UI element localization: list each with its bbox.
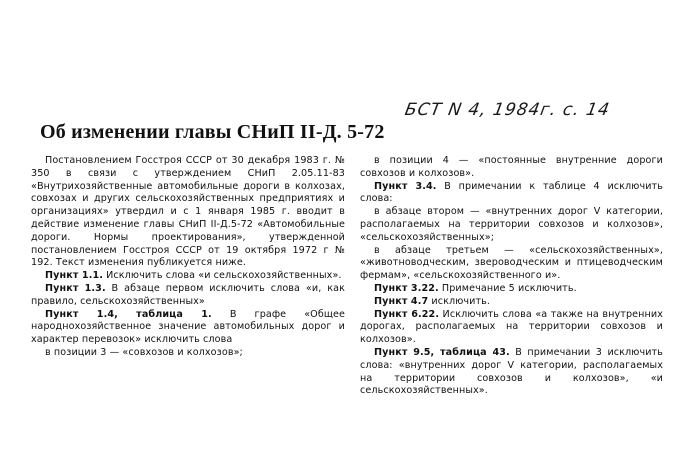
item-lead: Пункт 1.1. [45, 270, 103, 282]
item-lead: Пункт 4.7 [374, 295, 429, 307]
item-lead: Пункт 3.22. [374, 282, 439, 294]
paragraph-item-1-3 [31, 283, 345, 309]
paragraph-position-3 [31, 347, 345, 360]
paragraph-item-4-7 [360, 296, 663, 309]
item-lead: Пункт 9.5, таблица 43. [374, 346, 510, 358]
paragraph-text: Исключить слова «а также на внутренних дорогах, располагаемых на территории совхозов и колхозов». [360, 308, 663, 346]
paragraph-text: в позиции 4 — «постоянные внутренние дороги совхозов и колхозов». [360, 155, 663, 179]
paragraph-text: В примечании 3 исключить слова: «внутренних дорог V категории, располагаемых на территории совхозов и колхозов», «и сельскохозяйственных». [360, 346, 664, 397]
paragraph-second-abzac [360, 206, 663, 244]
paragraph-text: исключить. [428, 295, 491, 307]
left-column [31, 155, 345, 360]
paragraph-third-abzac [360, 245, 663, 283]
paragraph-text: В абзаце первом исключить слова «и, как правило, сельскохозяйственных» [31, 282, 345, 307]
paragraph-text: Примечание 5 исключить. [438, 282, 577, 294]
item-lead: Пункт 1.4, таблица 1. [45, 308, 212, 320]
handwritten-reference-note: БСТ N 4, 1984г. с. 14 [403, 100, 612, 120]
paragraph-item-6-22 [360, 309, 663, 347]
item-lead: Пункт 3.4. [374, 180, 437, 192]
right-column [360, 155, 663, 398]
paragraph-text: В графе «Общее народнохозяйственное значение автомобильных дорог и характер перевозок» исключить слова [31, 308, 345, 346]
document-title: Об изменении главы СНиП II-Д. 5-72 [40, 121, 385, 143]
paragraph-text: В примечании к таблице 4 исключить слова: [360, 180, 663, 205]
paragraph-item-1-4 [31, 309, 345, 347]
paragraph-item-9-5 [360, 347, 663, 398]
paragraph-item-3-4 [360, 181, 663, 207]
item-lead: Пункт 1.3. [45, 282, 106, 294]
paragraph-text: Постановлением Госстроя СССР от 30 декабря 1983 г. № 350 в связи с утверждением СНиП 2.05.11-83 «Внутрихозяйственные автомобильные дороги в колхозах, совхозах и других сельскохозяйственных предприятиях и организациях» утвердил и с 1 января 1985 г. вводит в действие изменение главы СНиП II-Д.5-72 «Автомобильные дороги. Нормы проектирования», утвержденной постановлением Госстроя СССР от 19 октября 1972 г № 192. Текст изменения публикуется ниже. [31, 155, 345, 269]
paragraph-text: в позиции 3 — «совхозов и колхозов»; [45, 346, 243, 358]
paragraph-item-3-22 [360, 283, 663, 296]
paragraph-text: в абзаце втором — «внутренних дорог V категории, располагаемых на территории совхозов и колхозов», «сельскохозяйственных»; [360, 206, 663, 243]
paragraph-position-4 [360, 155, 663, 181]
paragraph-text: Исключить слова «и сельскохозяйственных». [102, 270, 342, 282]
paragraph-intro [31, 155, 345, 270]
item-lead: Пункт 6.22. [374, 308, 440, 320]
paragraph-item-1-1 [31, 270, 345, 283]
paragraph-text: в абзаце третьем — «сельскохозяйственных», «животноводческим, звероводческим и птицеводческим фермам», «сельскохозяйственного и». [360, 244, 663, 282]
